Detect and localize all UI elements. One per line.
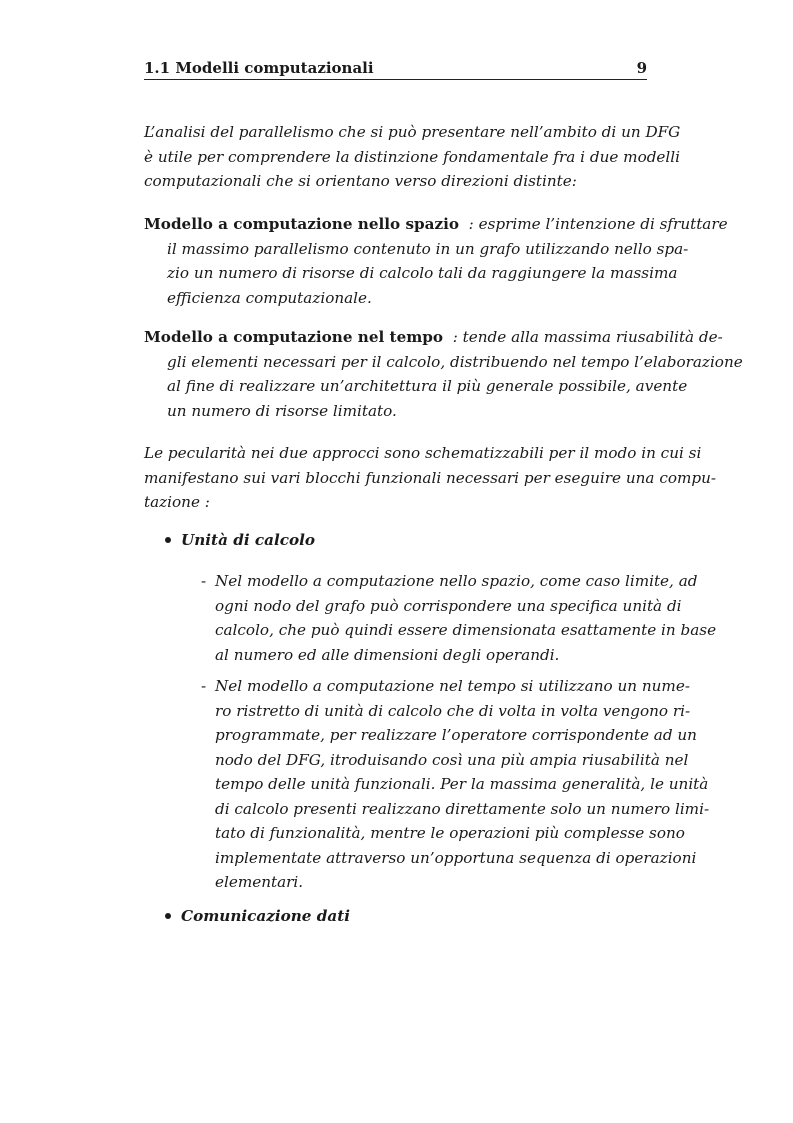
definition-term: Modello a computazione nel tempo <box>144 328 444 346</box>
dash-marker: - <box>201 572 207 590</box>
definition-text: : tende alla massima riusabilità de- <box>452 328 723 346</box>
definition-time <box>144 325 743 423</box>
text-line: un numero di risorse limitato. <box>167 401 397 420</box>
bullet-label: Unità di calcolo <box>181 531 316 549</box>
text-line: nodo del DFG, itroduisando così una più ampia riusabilità nel <box>215 750 689 769</box>
sub-item <box>201 569 717 667</box>
definition-space <box>144 212 728 310</box>
text-line: Nel modello a computazione nello spazio, come caso limite, ad <box>215 572 698 590</box>
page-number: 9 <box>636 59 647 77</box>
definition-text: : esprime l’intenzione di sfruttare <box>468 215 728 233</box>
text-line: computazionali che si orientano verso direzioni distinte: <box>144 172 577 190</box>
text-line: zio un numero di risorse di calcolo tali da raggiungere la massima <box>167 264 678 282</box>
text-line: manifestano sui vari blocchi funzionali necessari per eseguire una compu- <box>144 468 717 487</box>
intro-paragraph <box>144 120 681 194</box>
text-line: Le pecularità nei due approcci sono schematizzabili per il modo in cui si <box>144 444 702 462</box>
bullet-label: Comunicazione dati <box>181 907 350 925</box>
text-line: implementate attraverso un’opportuna sequenza di operazioni <box>215 848 697 867</box>
text-line: tempo delle unità funzionali. Per la massima generalità, le unità <box>215 775 709 793</box>
text-line: è utile per comprendere la distinzione fondamentale fra i due modelli <box>144 147 680 166</box>
definition-term: Modello a computazione nello spazio <box>144 215 459 233</box>
text-line: al numero ed alle dimensioni degli operandi. <box>215 645 560 664</box>
text-line: calcolo, che può quindi essere dimensionata esattamente in base <box>215 621 717 639</box>
text-line: programmate, per realizzare l’operatore corrispondente ad un <box>215 726 697 744</box>
bullet-icon <box>165 913 171 919</box>
text-line: di calcolo presenti realizzano direttamente solo un numero limi- <box>215 799 710 818</box>
text-line: il massimo parallelismo contenuto in un grafo utilizzando nello spa- <box>167 239 689 258</box>
text-line: tato di funzionalità, mentre le operazioni più complesse sono <box>215 824 685 842</box>
bullet-item <box>165 907 350 925</box>
sub-item <box>201 674 710 895</box>
text-line: Nel modello a computazione nel tempo si utilizzano un nume- <box>215 677 690 695</box>
text-line: gli elementi necessari per il calcolo, distribuendo nel tempo l’elaborazione <box>167 352 743 371</box>
running-header <box>144 59 647 80</box>
text-line: tazione : <box>144 493 210 511</box>
text-line: ogni nodo del grafo può corrispondere una specifica unità di <box>215 596 682 615</box>
paragraph-2 <box>144 441 717 515</box>
bullet-icon <box>165 537 171 543</box>
text-line: efficienza computazionale. <box>167 288 372 307</box>
section-title: 1.1 Modelli computazionali <box>144 59 374 77</box>
bullet-item <box>165 531 315 549</box>
dash-marker: - <box>201 677 207 695</box>
text-line: L’analisi del parallelismo che si può presentare nell’ambito di un DFG <box>144 123 681 141</box>
text-line: al fine di realizzare un’architettura il più generale possibile, avente <box>167 377 688 395</box>
text-line: elementari. <box>215 873 304 891</box>
text-line: ro ristretto di unità di calcolo che di volta in volta vengono ri- <box>215 701 691 720</box>
